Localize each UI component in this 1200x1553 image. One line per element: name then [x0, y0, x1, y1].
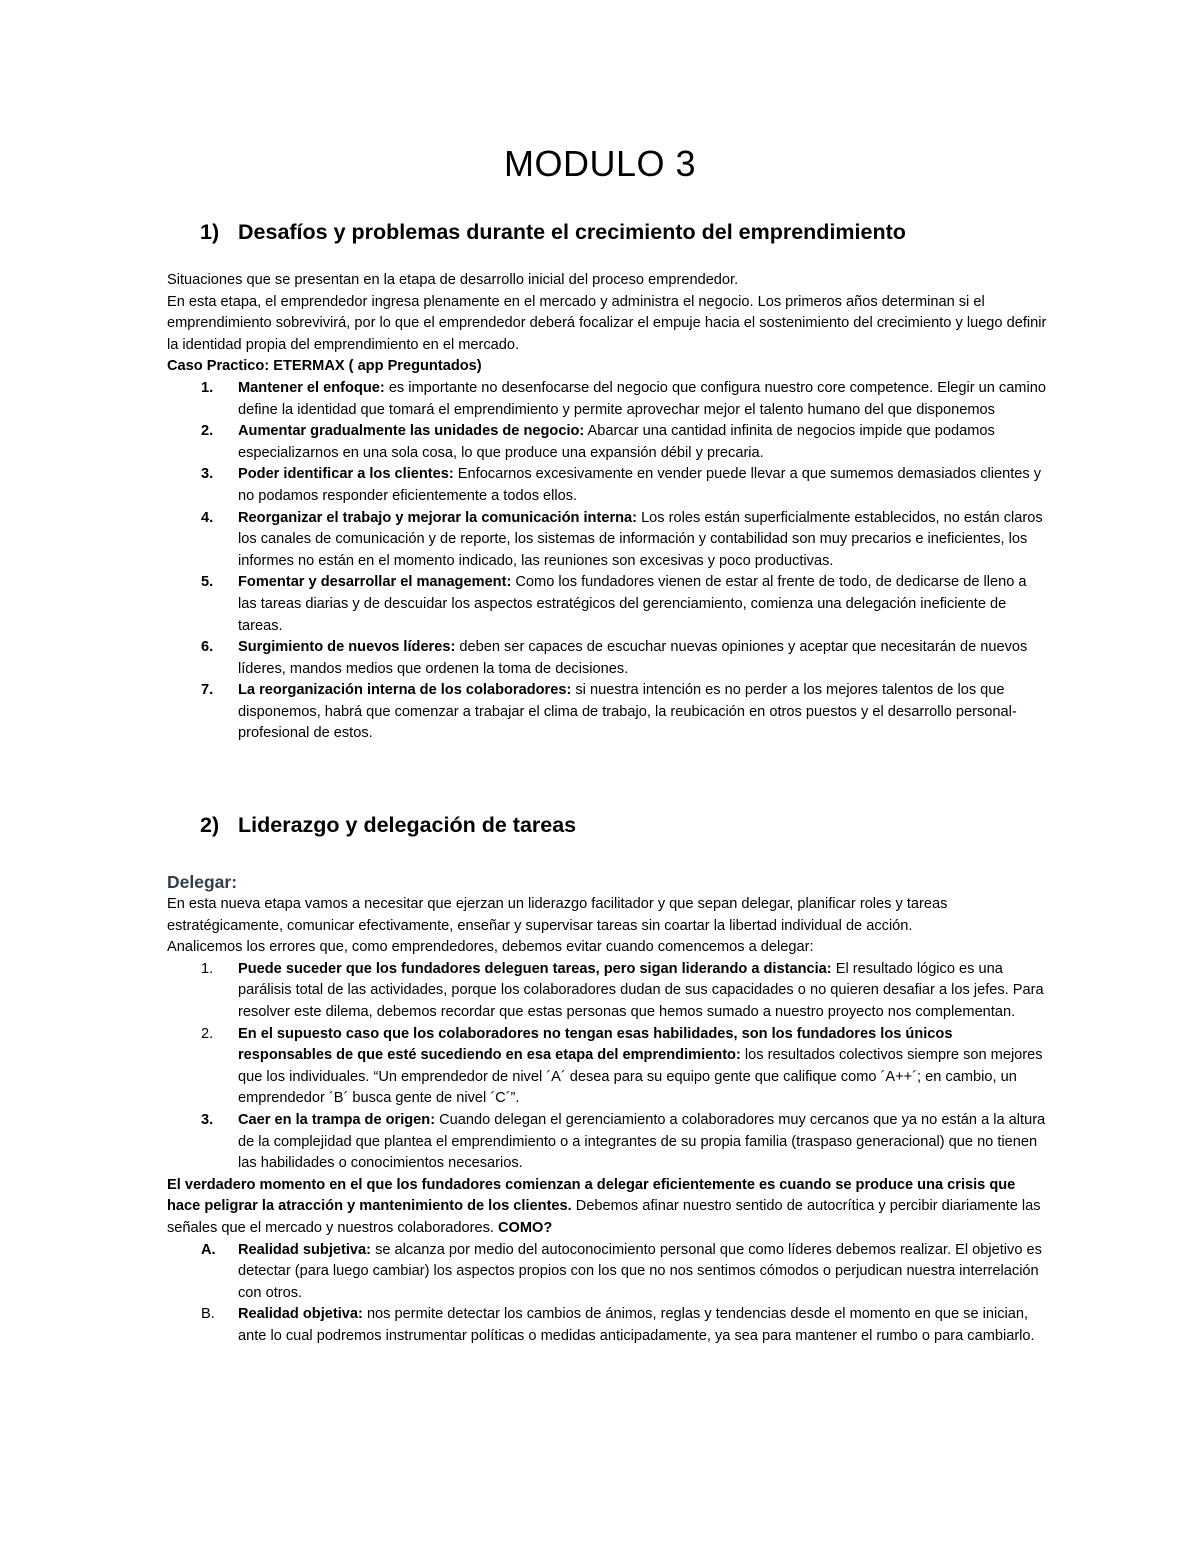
list-item-title: Aumentar gradualmente las unidades de negocio: — [238, 423, 585, 440]
section-1-title: Desafíos y problemas durante el crecimiento del emprendimiento — [238, 220, 906, 244]
list-item-text: Los roles están superficialmente establecidos, no están claros los canales de comunicación y de reporte, los sistemas de información y contabilidad son muy precarios e ineficientes, los informes no están en el momento indicado, las reuniones son excesivas y poco productivas. — [238, 509, 1043, 569]
section-1-body — [167, 270, 1047, 745]
list-item-text: es importante no desenfocarse del negocio que configura nuestro core competence. Elegir un camino define la identidad que tomará el emprendimiento y permite aprovechar mejor el talento humano del que disponemos — [238, 379, 1046, 418]
list-item-title: Realidad objetiva: — [238, 1306, 363, 1323]
section-1-list — [167, 378, 1047, 745]
closing-como: COMO? — [497, 1219, 553, 1236]
section-1-intro-line1: Situaciones que se presentan en la etapa de desarrollo inicial del proceso emprendedor. — [167, 272, 739, 288]
list-marker: 1. — [201, 960, 214, 977]
list-item — [167, 959, 1047, 1024]
list-item-title: Puede suceder que los fundadores deleguen tareas, pero sigan liderando a distancia: — [238, 960, 832, 977]
section-1-heading — [200, 218, 906, 246]
section-2-number: 2) — [200, 813, 220, 837]
list-item — [167, 1240, 1047, 1305]
list-item — [167, 572, 1047, 637]
list-item-text: los resultados colectivos siempre son mejores que los individuales. “Un emprendedor de nivel ´A´ desea para su equipo gente que califique como ´A++´; en cambio, un emprendedor ´B´ busca gente de nivel ´C´”. — [238, 1047, 1043, 1107]
list-item-text: Cuando delegan el gerenciamiento a colaboradores muy cercanos que ya no están a la altura de la complejidad que plantea el emprendimiento o a integrantes de su propia familia (traspaso generacional) que no tienen las habilidades o conocimientos necesarios. — [238, 1111, 1046, 1172]
section-2-list — [167, 959, 1047, 1175]
list-item — [167, 1110, 1047, 1175]
list-item-text: nos permite detectar los cambios de ánimos, reglas y tendencias desde el momento en que se inician, ante lo cual podremos instrumentar políticas o medidas anticipadamente, ya sea para mantener el rumbo o para cambiarlo. — [238, 1306, 1035, 1344]
list-marker: 7. — [201, 682, 214, 699]
list-marker: 4. — [201, 509, 214, 526]
list-marker: 3. — [201, 1111, 214, 1128]
list-item — [167, 637, 1047, 680]
list-item — [167, 1024, 1047, 1110]
list-item-title: Poder identificar a los clientes: — [238, 466, 454, 483]
section-2-title: Liderazgo y delegación de tareas — [238, 813, 577, 837]
section-2-body — [167, 870, 1047, 1347]
delegar-subheading: Delegar: — [167, 872, 238, 892]
list-item-text: Como los fundadores vienen de estar al frente de todo, de dedicarse de lleno a las tareas diarias y de descuidar los aspectos estratégicos del gerenciamiento, comienza una delegación ineficiente de tareas. — [238, 574, 1027, 634]
list-item — [167, 1304, 1047, 1347]
list-item-text: si nuestra intención es no perder a los mejores talentos de los que disponemos, habrá que comenzar a trabajar el clima de trabajo, la reubicación en otros puestos y el desarrollo personal-profesional de estos. — [238, 682, 1017, 742]
list-item-title: Reorganizar el trabajo y mejorar la comunicación interna: — [238, 509, 638, 526]
list-marker: 2. — [201, 423, 214, 440]
list-item-title: Fomentar y desarrollar el management: — [238, 574, 512, 591]
list-item — [167, 378, 1047, 421]
list-item — [167, 421, 1047, 464]
list-marker: 6. — [201, 639, 214, 656]
section-2-intro: En esta nueva etapa vamos a necesitar que ejerzan un liderazgo facilitador y que sepan delegar, planificar roles y tareas estratégicamente, comunicar efectivamente, enseñar y supervisar tareas sin coartar la libertad individual de acción. — [167, 896, 948, 934]
list-item-title: Realidad subjetiva: — [238, 1241, 372, 1258]
closing-bold: El verdadero momento en el que los fundadores comienzan a delegar eficientemente es cuando se produce una crisis que hace peligrar la atracción y mantenimiento de los clientes. — [167, 1176, 1016, 1215]
page-title: MODULO 3 — [503, 143, 697, 184]
list-item-text: El resultado lógico es una parálisis total de las actividades, porque los colaboradores dudan de sus capacidades o no quieren desafiar a los jefes. Para resolver este dilema, debemos recordar que estas personas que hemos sumado a nuestro proyecto nos complementan. — [238, 960, 1044, 1020]
section-1-number: 1) — [200, 220, 220, 244]
list-item-title: Mantener el enfoque: — [238, 379, 385, 396]
section-2-intro2: Analicemos los errores que, como emprendedores, debemos evitar cuando comencemos a delegar: — [167, 939, 814, 956]
list-marker: 5. — [201, 574, 214, 591]
list-marker: 3. — [201, 466, 214, 483]
list-marker: A. — [201, 1241, 216, 1258]
list-item-title: La reorganización interna de los colaboradores: — [238, 682, 572, 699]
list-marker: B. — [201, 1306, 215, 1323]
section-1-intro-line2: En esta etapa, el emprendedor ingresa plenamente en el mercado y administra el negocio. Los primeros años determinan si el emprendimiento sobrevivirá, por lo que el emprendedor deberá focalizar el empuje hacia el sostenimiento del crecimiento y luego definir la identidad propia del emprendimiento en el mercado. — [167, 293, 1047, 353]
list-marker: 1. — [201, 379, 214, 396]
section-2-heading — [200, 811, 576, 839]
list-item-title: Surgimiento de nuevos líderes: — [238, 639, 456, 656]
list-item — [167, 464, 1047, 507]
case-label: Caso Practico: ETERMAX ( app Preguntados) — [167, 358, 482, 375]
list-item-title: Caer en la trampa de origen: — [238, 1111, 436, 1128]
closing-text: Debemos afinar nuestro sentido de autocrítica y percibir diariamente las señales que el mercado y nuestros colaboradores. — [167, 1198, 1041, 1236]
list-item-text: Abarcar una cantidad infinita de negocios impide que podamos especializarnos en una sola cosa, lo que produce una expansión débil y precaria. — [238, 423, 995, 461]
list-item — [167, 508, 1047, 573]
alpha-list — [167, 1240, 1047, 1348]
list-item — [167, 680, 1047, 745]
closing-paragraph — [167, 1175, 1047, 1240]
list-marker: 2. — [201, 1025, 214, 1042]
list-item-text: se alcanza por medio del autoconocimiento personal que como líderes debemos realizar. El objetivo es detectar (para luego cambiar) los aspectos propios con los que no nos sentimos cómodos o perjudican nuestra interrelación con otros. — [238, 1241, 1042, 1301]
list-item-text: Enfocarnos excesivamente en vender puede llevar a que sumemos demasiados clientes y no podamos responder eficientemente a todos ellos. — [238, 466, 1042, 504]
list-item-title: En el supuesto caso que los colaboradores no tengan esas habilidades, son los fundadores los únicos responsables de que esté sucediendo en esa etapa del emprendimiento: — [238, 1025, 953, 1064]
list-item-text: deben ser capaces de escuchar nuevas opiniones y aceptar que necesitarán de nuevos líderes, mandos medios que ordenen la toma de decisiones. — [238, 639, 1028, 677]
